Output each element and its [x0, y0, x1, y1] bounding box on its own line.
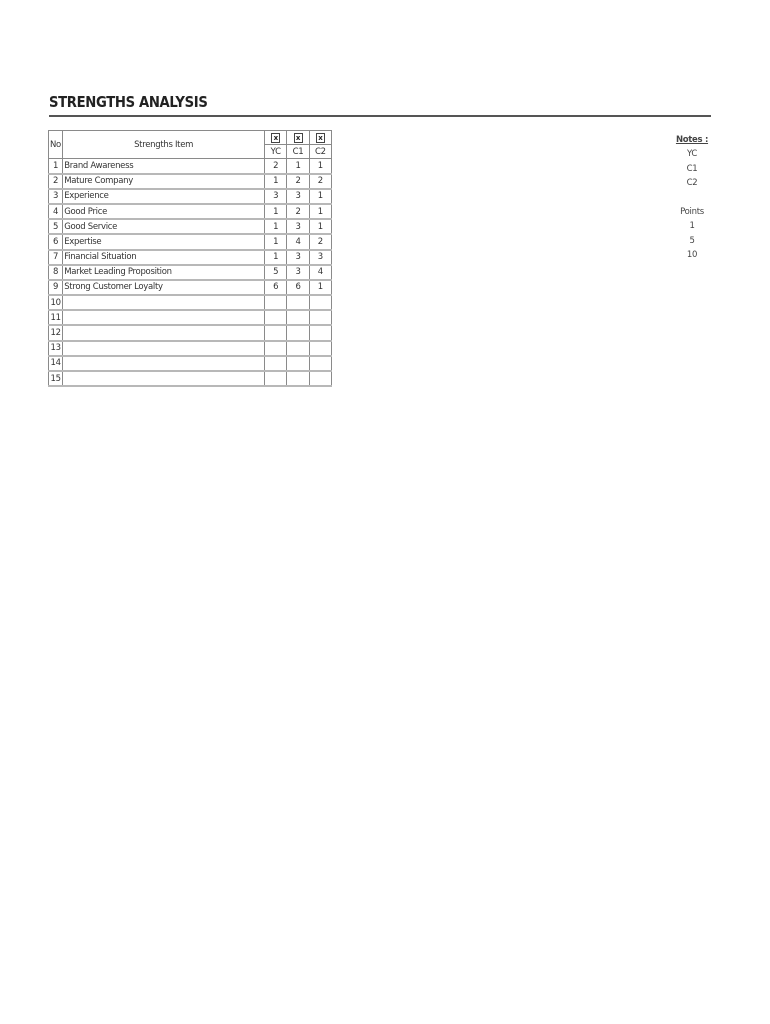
- strength-item-cell[interactable]: Good Service: [63, 219, 265, 234]
- score-yc-cell[interactable]: 1: [265, 250, 287, 265]
- strength-item-cell[interactable]: Mature Company: [63, 174, 265, 189]
- row-number[interactable]: 11: [49, 310, 63, 325]
- score-yc-cell[interactable]: 2: [265, 159, 287, 174]
- table-row: [49, 204, 332, 219]
- score-c1-cell[interactable]: 3: [287, 250, 309, 265]
- strength-item-cell[interactable]: [63, 356, 265, 371]
- score-yc-cell[interactable]: [265, 295, 287, 310]
- score-c2-cell[interactable]: 1: [309, 159, 331, 174]
- header-c1-checkbox-cell: [287, 131, 309, 145]
- header-yc-checkbox-cell: [265, 131, 287, 145]
- notes-panel: [670, 133, 714, 263]
- strength-item-cell[interactable]: Brand Awareness: [63, 159, 265, 174]
- score-c2-cell[interactable]: 4: [309, 265, 331, 280]
- table-row: [49, 234, 332, 249]
- c2-checkbox[interactable]: x: [316, 133, 325, 143]
- score-c2-cell[interactable]: [309, 310, 331, 325]
- score-yc-cell[interactable]: 5: [265, 265, 287, 280]
- notes-label-c1: C1: [686, 163, 698, 174]
- strength-item-cell[interactable]: Good Price: [63, 204, 265, 219]
- table-row: [49, 189, 332, 204]
- score-c2-cell[interactable]: 1: [309, 189, 331, 204]
- row-number[interactable]: 10: [49, 295, 63, 310]
- strengths-table-body: [49, 159, 332, 386]
- score-c1-cell[interactable]: 2: [287, 204, 309, 219]
- strength-item-cell[interactable]: Market Leading Proposition: [63, 265, 265, 280]
- score-c1-cell[interactable]: 2: [287, 174, 309, 189]
- page-title: STRENGTHS ANALYSIS: [49, 93, 208, 111]
- yc-checkbox[interactable]: x: [271, 133, 280, 143]
- row-number[interactable]: 5: [49, 219, 63, 234]
- table-row: [49, 295, 332, 310]
- score-c1-cell[interactable]: 1: [287, 159, 309, 174]
- notes-label-c2: C2: [686, 178, 698, 188]
- table-row: [49, 219, 332, 234]
- strength-item-cell[interactable]: Expertise: [63, 234, 265, 249]
- score-yc-cell[interactable]: 3: [265, 189, 287, 204]
- strength-item-cell[interactable]: [63, 371, 265, 386]
- row-number[interactable]: 9: [49, 280, 63, 295]
- strengths-table: [48, 130, 332, 387]
- header-no: No: [49, 131, 63, 159]
- notes-points-label: Points: [680, 206, 704, 217]
- strength-item-cell[interactable]: Experience: [63, 189, 265, 204]
- score-c1-cell[interactable]: 3: [287, 219, 309, 234]
- score-c1-cell[interactable]: [287, 341, 309, 356]
- score-yc-cell[interactable]: 1: [265, 174, 287, 189]
- score-yc-cell[interactable]: 6: [265, 280, 287, 295]
- table-row: [49, 280, 332, 295]
- score-yc-cell[interactable]: [265, 310, 287, 325]
- table-row: [49, 371, 332, 386]
- score-c2-cell[interactable]: [309, 295, 331, 310]
- title-divider: [49, 115, 711, 117]
- score-c1-cell[interactable]: [287, 371, 309, 386]
- score-c1-cell[interactable]: [287, 325, 309, 340]
- score-c1-cell[interactable]: 6: [287, 280, 309, 295]
- table-row: [49, 174, 332, 189]
- score-yc-cell[interactable]: [265, 356, 287, 371]
- header-c2-checkbox-cell: [309, 131, 331, 145]
- table-row: [49, 250, 332, 265]
- score-yc-cell[interactable]: [265, 341, 287, 356]
- score-c1-cell[interactable]: 4: [287, 234, 309, 249]
- header-c1: C1: [287, 145, 309, 159]
- score-c1-cell[interactable]: [287, 356, 309, 371]
- notes-point-3: 10: [686, 250, 698, 260]
- row-number[interactable]: 4: [49, 204, 63, 219]
- notes-point-2: 5: [689, 235, 695, 246]
- score-yc-cell[interactable]: 1: [265, 204, 287, 219]
- row-number[interactable]: 3: [49, 189, 63, 204]
- c1-checkbox[interactable]: x: [294, 133, 303, 143]
- notes-point-1: 1: [689, 221, 695, 231]
- strength-item-cell[interactable]: [63, 295, 265, 310]
- strength-item-cell[interactable]: [63, 310, 265, 325]
- score-c2-cell[interactable]: 1: [309, 204, 331, 219]
- table-row: [49, 356, 332, 371]
- table-row: [49, 265, 332, 280]
- row-number[interactable]: 8: [49, 265, 63, 280]
- score-c2-cell[interactable]: [309, 371, 331, 386]
- table-row: [49, 310, 332, 325]
- score-c1-cell[interactable]: 3: [287, 265, 309, 280]
- score-c2-cell[interactable]: 2: [309, 174, 331, 189]
- score-c1-cell[interactable]: [287, 310, 309, 325]
- score-c1-cell[interactable]: [287, 295, 309, 310]
- row-number[interactable]: 12: [49, 325, 63, 340]
- strength-item-cell[interactable]: [63, 325, 265, 340]
- score-yc-cell[interactable]: 1: [265, 234, 287, 249]
- strength-item-cell[interactable]: [63, 341, 265, 356]
- table-row: [49, 159, 332, 174]
- table-header-row: [49, 131, 332, 145]
- score-yc-cell[interactable]: [265, 371, 287, 386]
- score-c2-cell[interactable]: [309, 356, 331, 371]
- strength-item-cell[interactable]: Financial Situation: [63, 250, 265, 265]
- row-number[interactable]: 15: [49, 371, 63, 386]
- header-yc: YC: [265, 145, 287, 159]
- row-number[interactable]: 14: [49, 356, 63, 371]
- score-yc-cell[interactable]: 1: [265, 219, 287, 234]
- row-number[interactable]: 6: [49, 234, 63, 249]
- row-number[interactable]: 7: [49, 250, 63, 265]
- score-c2-cell[interactable]: 3: [309, 250, 331, 265]
- strength-item-cell[interactable]: Strong Customer Loyalty: [63, 280, 265, 295]
- table-row: [49, 341, 332, 356]
- score-c2-cell[interactable]: [309, 341, 331, 356]
- score-c2-cell[interactable]: 1: [309, 219, 331, 234]
- header-c2: C2: [309, 145, 331, 159]
- table-row: [49, 325, 332, 340]
- row-number[interactable]: 13: [49, 341, 63, 356]
- row-number[interactable]: 1: [49, 159, 63, 174]
- notes-title: Notes :: [675, 135, 709, 145]
- notes-label-yc: YC: [686, 149, 698, 159]
- score-yc-cell[interactable]: [265, 325, 287, 340]
- score-c2-cell[interactable]: [309, 325, 331, 340]
- score-c2-cell[interactable]: 1: [309, 280, 331, 295]
- score-c2-cell[interactable]: 2: [309, 234, 331, 249]
- row-number[interactable]: 2: [49, 174, 63, 189]
- header-strengths-item: Strengths Item: [63, 131, 265, 159]
- score-c1-cell[interactable]: 3: [287, 189, 309, 204]
